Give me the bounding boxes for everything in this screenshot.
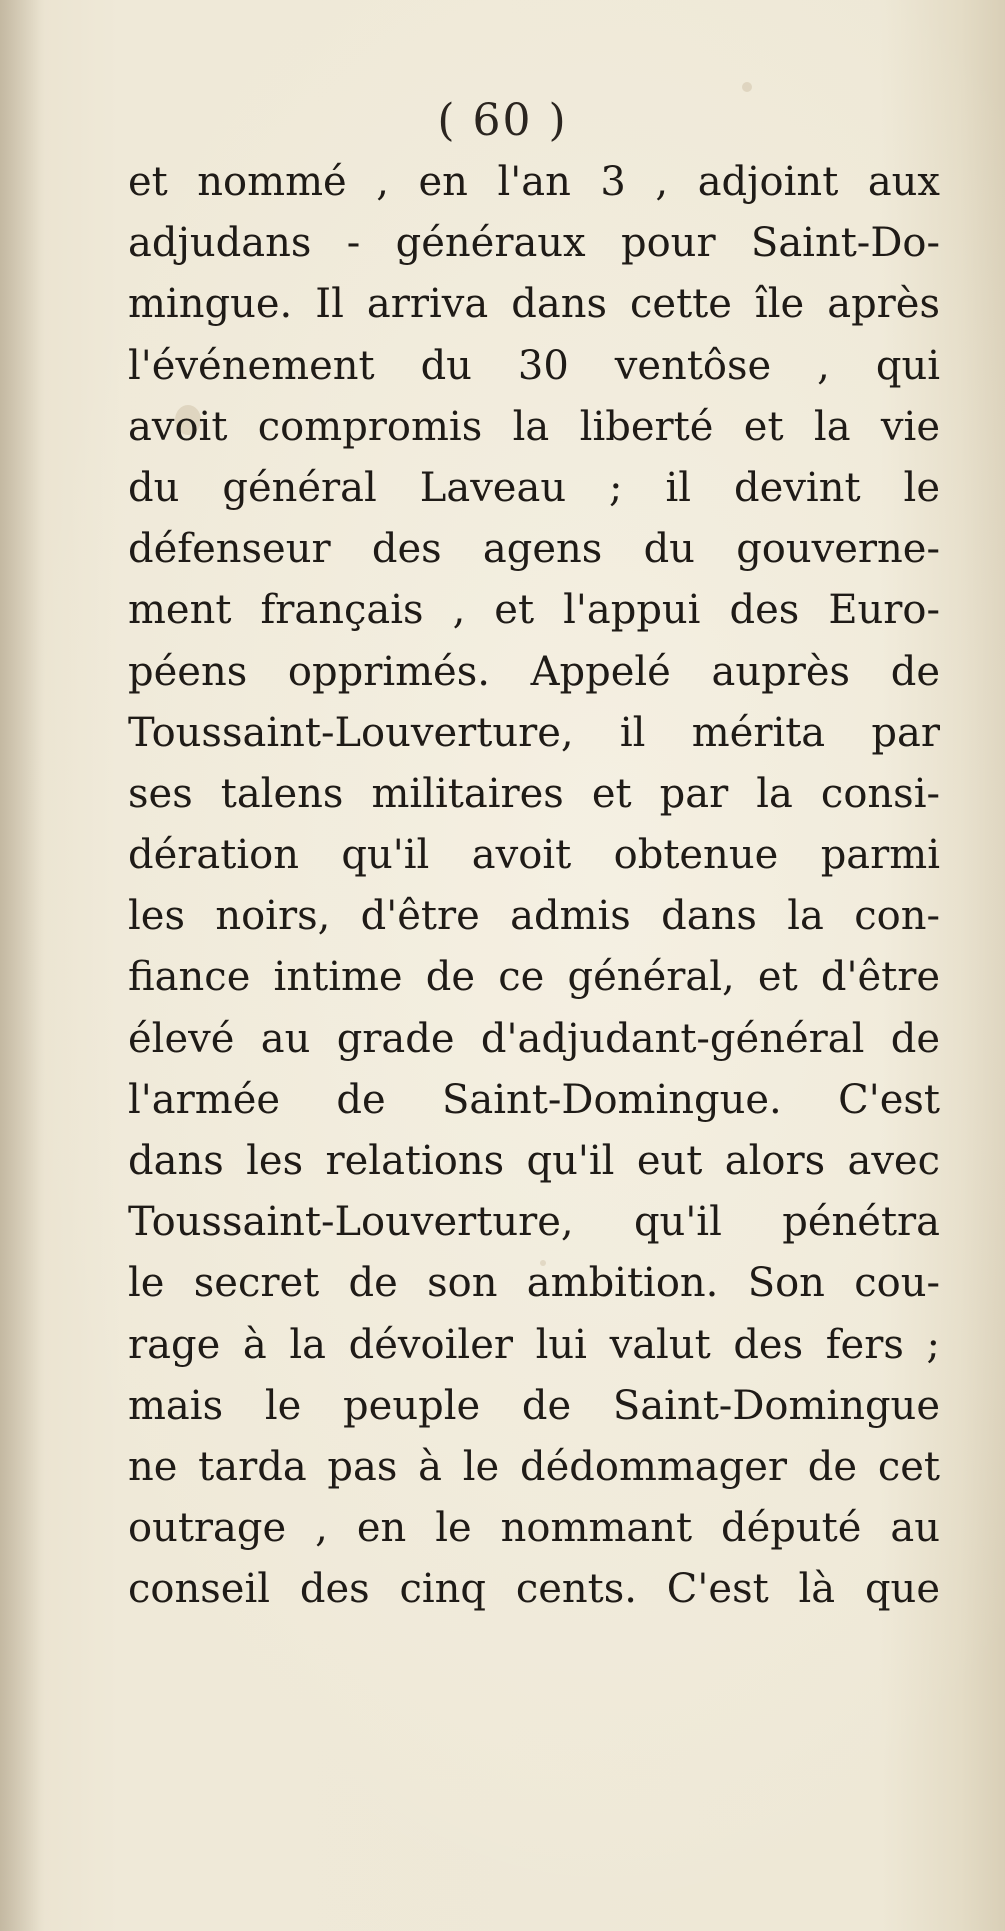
text-line: outrage , en le nommant député au (128, 1505, 940, 1552)
gutter-shadow (0, 0, 45, 1931)
text-line: dération qu'il avoit obtenue parmi (128, 832, 940, 879)
text-line: ment français , et l'appui des Euro- (128, 587, 940, 634)
text-line: ne tarda pas à le dédommager de cet (128, 1443, 940, 1490)
body-text (128, 152, 940, 1621)
text-line: mingue. Il arriva dans cette île après (128, 281, 940, 328)
text-line: Toussaint-Louverture, qu'il pénétra (128, 1199, 940, 1246)
text-line: dans les relations qu'il eut alors avec (128, 1138, 940, 1184)
text-line: ses talens militaires et par la consi- (128, 770, 940, 817)
text-line: du général Laveau ; il devint le (128, 464, 940, 511)
text-line: mais le peuple de Saint-Domingue (128, 1382, 940, 1429)
text-line: fiance intime de ce général, et d'être (128, 954, 940, 1001)
page-number: ( 60 ) (437, 95, 568, 146)
text-line: rage à la dévoiler lui valut des fers ; (128, 1321, 940, 1368)
text-line: adjudans - généraux pour Saint-Do- (128, 220, 940, 267)
text-line: le secret de son ambition. Son cou- (128, 1260, 940, 1307)
text-line: Toussaint-Louverture, il mérita par (128, 709, 940, 756)
foxing-spot (742, 82, 752, 92)
text-line: les noirs, d'être admis dans la con- (128, 893, 940, 940)
text-line: péens opprimés. Appelé auprès de (128, 648, 940, 695)
text-line: avoit compromis la liberté et la vie (128, 403, 940, 450)
text-line: conseil des cinq cents. C'est là que (128, 1566, 940, 1613)
text-line: l'événement du 30 ventôse , qui (128, 342, 940, 389)
text-line: défenseur des agens du gouverne- (128, 526, 940, 573)
text-line: et nommé , en l'an 3 , adjoint aux (128, 159, 940, 205)
text-line: l'armée de Saint-Domingue. C'est (128, 1076, 940, 1123)
text-line: élevé au grade d'adjudant-général de (128, 1015, 940, 1062)
